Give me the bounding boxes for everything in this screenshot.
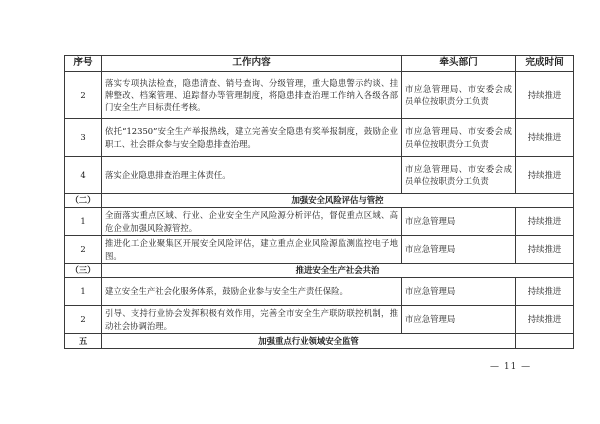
row-seq: 1 (65, 208, 102, 236)
table-row (65, 278, 574, 306)
row-content: 建立安全生产社会化服务体系，鼓励企业参与安全生产责任保险。 (102, 278, 402, 306)
section-title: 推进安全生产社会共治 (102, 264, 574, 278)
section-seq: （三） (65, 264, 102, 278)
header-lead-department: 牵头部门 (402, 56, 516, 72)
section-row (65, 194, 574, 208)
row-deadline: 持续推进 (516, 208, 574, 236)
table-row (65, 236, 574, 264)
row-seq: 3 (65, 119, 102, 157)
section-seq: 五 (65, 334, 102, 349)
section-row (65, 264, 574, 278)
table-row (65, 306, 574, 334)
row-seq: 1 (65, 278, 102, 306)
row-deadline: 持续推进 (516, 119, 574, 157)
task-table (64, 55, 574, 349)
row-deadline: 持续推进 (516, 236, 574, 264)
row-deadline: 持续推进 (516, 157, 574, 194)
table-row (65, 208, 574, 236)
header-deadline: 完成时间 (516, 56, 574, 72)
empty-cell (516, 334, 574, 349)
header-content: 工作内容 (102, 56, 402, 72)
row-lead-department: 市应急管理局 (402, 236, 516, 264)
table-row (65, 119, 574, 157)
row-seq: 2 (65, 306, 102, 334)
row-content: 全面落实重点区域、行业、企业安全生产风险源分析评估，督促重点区域、高危企业加强风险源管控。 (102, 208, 402, 236)
row-content: 推进化工企业聚集区开展安全风险评估，建立重点企业风险源监测监控电子地图。 (102, 236, 402, 264)
table-row (65, 72, 574, 119)
page-number: — 11 — (490, 362, 532, 372)
row-content: 引导、支持行业协会发挥积极有效作用，完善全市安全生产联防联控机制，推动社会协调治理。 (102, 306, 402, 334)
row-lead-department: 市应急管理局 (402, 208, 516, 236)
section-title: 加强安全风险评估与管控 (102, 194, 574, 208)
row-lead-department: 市应急管理局、市安委会成员单位按职责分工负责 (402, 72, 516, 119)
row-lead-department: 市应急管理局、市安委会成员单位按职责分工负责 (402, 119, 516, 157)
header-seq: 序号 (65, 56, 102, 72)
row-seq: 4 (65, 157, 102, 194)
row-lead-department: 市应急管理局 (402, 306, 516, 334)
section-seq: （二） (65, 194, 102, 208)
row-lead-department: 市应急管理局 (402, 278, 516, 306)
table-row (65, 157, 574, 194)
section-title: 加强重点行业领域安全监管 (102, 334, 516, 349)
row-seq: 2 (65, 72, 102, 119)
row-content: 依托“12350”安全生产举报热线，建立完善安全隐患有奖举报制度，鼓励企业职工、社会群众参与安全隐患排查治理。 (102, 119, 402, 157)
row-deadline: 持续推进 (516, 278, 574, 306)
table-header-row (65, 56, 574, 72)
row-seq: 2 (65, 236, 102, 264)
row-deadline: 持续推进 (516, 72, 574, 119)
row-content: 落实企业隐患排查治理主体责任。 (102, 157, 402, 194)
section-row (65, 334, 574, 349)
row-content: 落实专项执法检查，隐患清查、销号查询、分级管理，重大隐患警示约谈、挂牌整改、档案管理、追踪督办等管理制度，将隐患排查治理工作纳入各级各部门安全生产目标责任考核。 (102, 72, 402, 119)
row-deadline: 持续推进 (516, 306, 574, 334)
row-lead-department: 市应急管理局、市安委会成员单位按职责分工负责 (402, 157, 516, 194)
